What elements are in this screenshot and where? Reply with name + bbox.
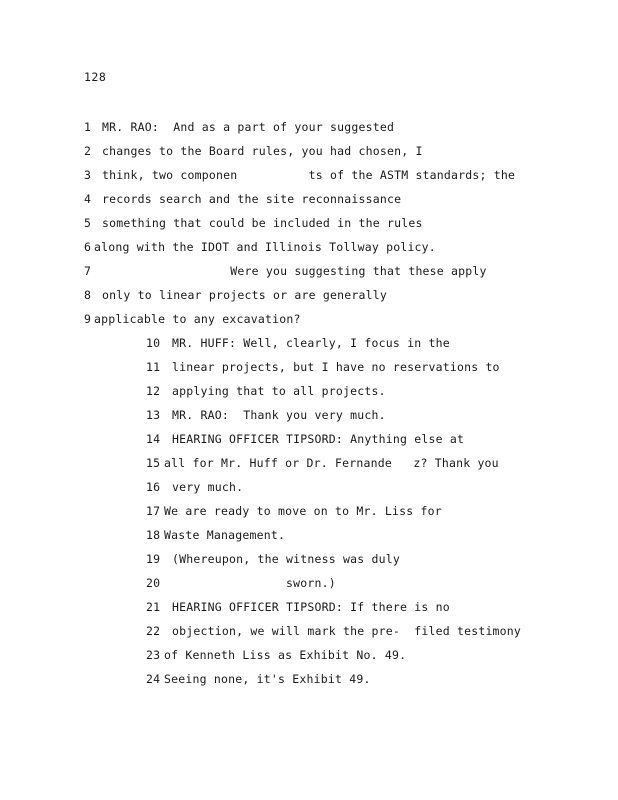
line-number: 4 <box>84 192 92 206</box>
line-text: HEARING OFFICER TIPSORD: If there is no <box>172 600 450 614</box>
line-text: objection, we will mark the pre- filed testimony <box>172 624 522 638</box>
line-number: 8 <box>84 288 92 302</box>
transcript-line <box>146 528 285 542</box>
line-number: 21 <box>146 600 161 614</box>
line-number: 2 <box>84 144 92 158</box>
transcript-line <box>146 576 336 590</box>
line-text: Were you suggesting that these apply <box>102 264 487 278</box>
line-number: 3 <box>84 168 92 182</box>
line-text: think, two componen ts of the ASTM standards; the <box>102 168 516 182</box>
line-number: 17 <box>146 504 161 518</box>
line-number: 23 <box>146 648 161 662</box>
transcript-line <box>146 672 371 686</box>
line-number: 18 <box>146 528 161 542</box>
transcript-line <box>146 552 400 566</box>
line-text: applicable to any excavation? <box>94 312 301 326</box>
transcript-line <box>84 264 487 278</box>
line-text: applying that to all projects. <box>172 384 386 398</box>
line-number: 13 <box>146 408 161 422</box>
line-number: 14 <box>146 432 161 446</box>
line-number: 16 <box>146 480 161 494</box>
line-number: 1 <box>84 120 92 134</box>
transcript-line <box>84 312 301 326</box>
page-number: 128 <box>84 70 107 84</box>
line-text: only to linear projects or are generally <box>102 288 387 302</box>
transcript-line <box>84 240 436 254</box>
line-text: records search and the site reconnaissance <box>102 192 402 206</box>
transcript-line <box>146 480 243 494</box>
transcript-line <box>84 192 401 206</box>
line-text: We are ready to move on to Mr. Liss for <box>164 504 442 518</box>
line-text: something that could be included in the rules <box>102 216 423 230</box>
transcript-line <box>84 120 394 134</box>
line-number: 15 <box>146 456 161 470</box>
transcript-line <box>146 648 406 662</box>
transcript-line <box>146 432 464 446</box>
transcript-line <box>84 288 387 302</box>
line-text: all for Mr. Huff or Dr. Fernande z? Thank you <box>164 456 499 470</box>
line-number: 7 <box>84 264 92 278</box>
transcript-line <box>84 144 423 158</box>
line-text: Seeing none, it's Exhibit 49. <box>164 672 371 686</box>
transcript-line <box>146 336 450 350</box>
transcript-line <box>146 624 521 638</box>
line-text: linear projects, but I have no reservations to <box>172 360 500 374</box>
transcript-line <box>146 600 450 614</box>
line-text: MR. RAO: Thank you very much. <box>172 408 386 422</box>
line-number: 11 <box>146 360 161 374</box>
line-text: of Kenneth Liss as Exhibit No. 49. <box>164 648 407 662</box>
line-text: MR. HUFF: Well, clearly, I focus in the <box>172 336 450 350</box>
line-text: HEARING OFFICER TIPSORD: Anything else at <box>172 432 465 446</box>
transcript-line <box>146 384 386 398</box>
line-number: 12 <box>146 384 161 398</box>
line-text: MR. RAO: And as a part of your suggested <box>102 120 395 134</box>
line-number: 6 <box>84 240 92 254</box>
transcript-line <box>84 168 515 182</box>
line-text: along with the IDOT and Illinois Tollway policy. <box>94 240 436 254</box>
transcript-line <box>146 408 386 422</box>
line-number: 10 <box>146 336 161 350</box>
line-number: 19 <box>146 552 161 566</box>
transcript-line <box>146 360 500 374</box>
transcript-line <box>146 456 499 470</box>
line-text: sworn.) <box>172 576 336 590</box>
line-text: very much. <box>172 480 244 494</box>
transcript-line <box>84 216 423 230</box>
line-number: 22 <box>146 624 161 638</box>
line-number: 20 <box>146 576 161 590</box>
line-text: Waste Management. <box>164 528 286 542</box>
transcript-line <box>146 504 442 518</box>
line-number: 24 <box>146 672 161 686</box>
line-text: changes to the Board rules, you had chosen, I <box>102 144 423 158</box>
line-number: 9 <box>84 312 92 326</box>
line-number: 5 <box>84 216 92 230</box>
line-text: (Whereupon, the witness was duly <box>172 552 400 566</box>
